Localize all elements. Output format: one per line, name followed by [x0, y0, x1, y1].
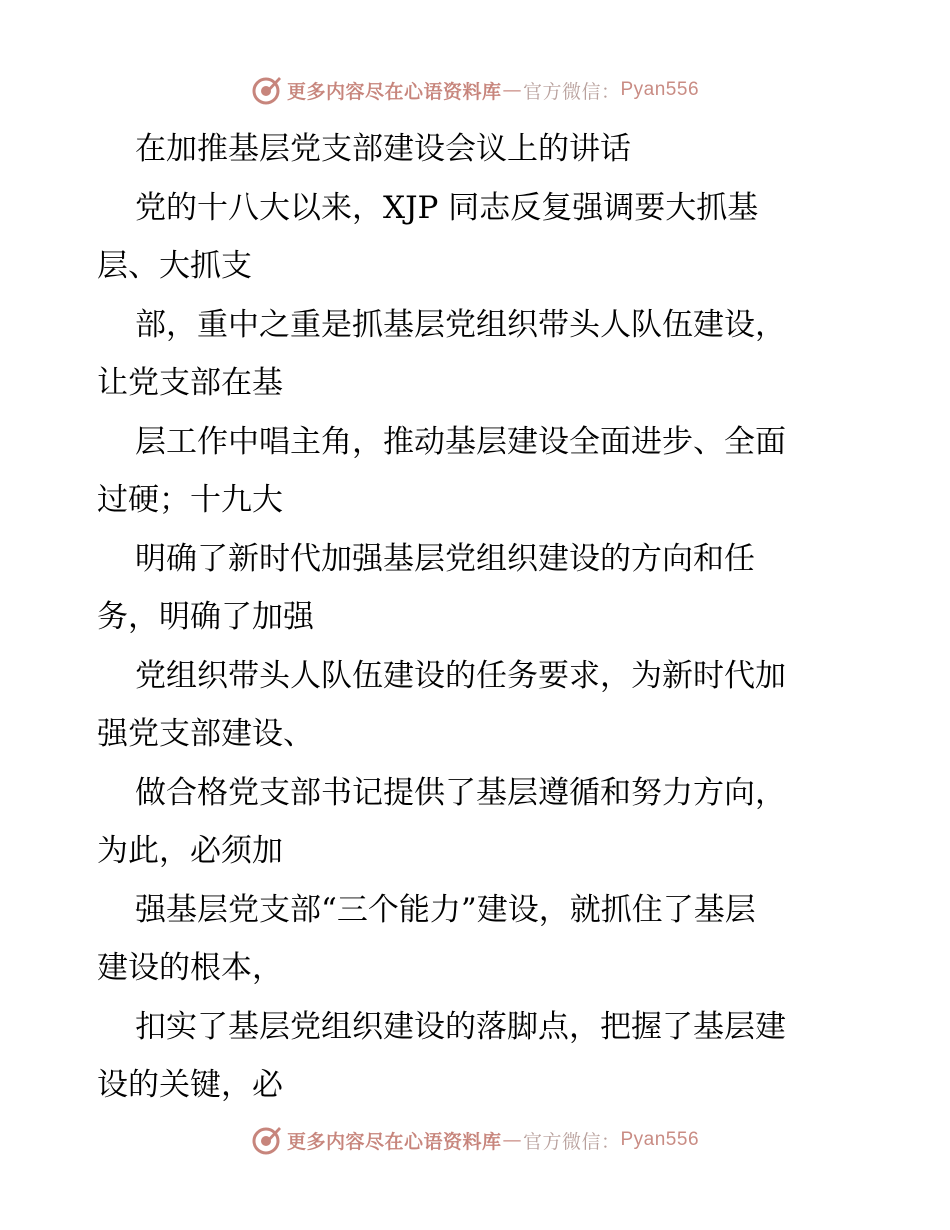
document-body — [97, 120, 897, 1115]
watermark-wechat-id: Pyan556 — [620, 1129, 700, 1150]
text-line: 明确了新时代加强基层党组织建设的方向和任 — [135, 540, 755, 577]
text-line: 层、大抓支 — [97, 248, 252, 284]
text-line: 过硬；十九大 — [97, 482, 283, 518]
text-line: 层工作中唱主角，推动基层建设全面进步、全面 — [135, 423, 786, 460]
watermark-sub-text: 官方微信： — [522, 1130, 621, 1153]
text-line: 设的关键，必 — [97, 1067, 283, 1103]
watermark-wechat-id: Pyan556 — [620, 79, 700, 100]
quill-seal-icon — [251, 1124, 283, 1156]
watermark-dash: — — [502, 1129, 522, 1151]
quill-seal-icon — [251, 74, 283, 106]
text-line: 务，明确了加强 — [97, 599, 314, 635]
watermark-sub-text: 官方微信： — [522, 80, 621, 103]
text-line: 部，重中之重是抓基层党组织带头人队伍建设， — [135, 306, 786, 343]
text-line: 做合格党支部书记提供了基层遵循和努力方向， — [135, 774, 786, 811]
text-line: 强基层党支部“三个能力”建设，就抓住了基层 — [135, 891, 756, 928]
text-line: 党组织带头人队伍建设的任务要求，为新时代加 — [135, 657, 786, 694]
text-line: 扣实了基层党组织建设的落脚点，把握了基层建 — [135, 1008, 786, 1045]
text-line: 建设的根本， — [97, 950, 283, 986]
watermark-dash: — — [502, 79, 522, 101]
text-line: 党的十八大以来，XJP 同志反复强调要大抓基 — [135, 189, 759, 226]
header-watermark — [0, 72, 950, 108]
footer-watermark — [0, 1122, 950, 1158]
text-line: 为此，必须加 — [97, 833, 283, 869]
watermark-main-text: 更多内容尽在心语资料库 — [286, 1130, 502, 1153]
watermark-main-text: 更多内容尽在心语资料库 — [286, 80, 502, 103]
document-title: 在加推基层党支部建设会议上的讲话 — [135, 131, 631, 167]
text-line: 强党支部建设、 — [97, 716, 314, 752]
text-line: 让党支部在基 — [97, 365, 283, 401]
